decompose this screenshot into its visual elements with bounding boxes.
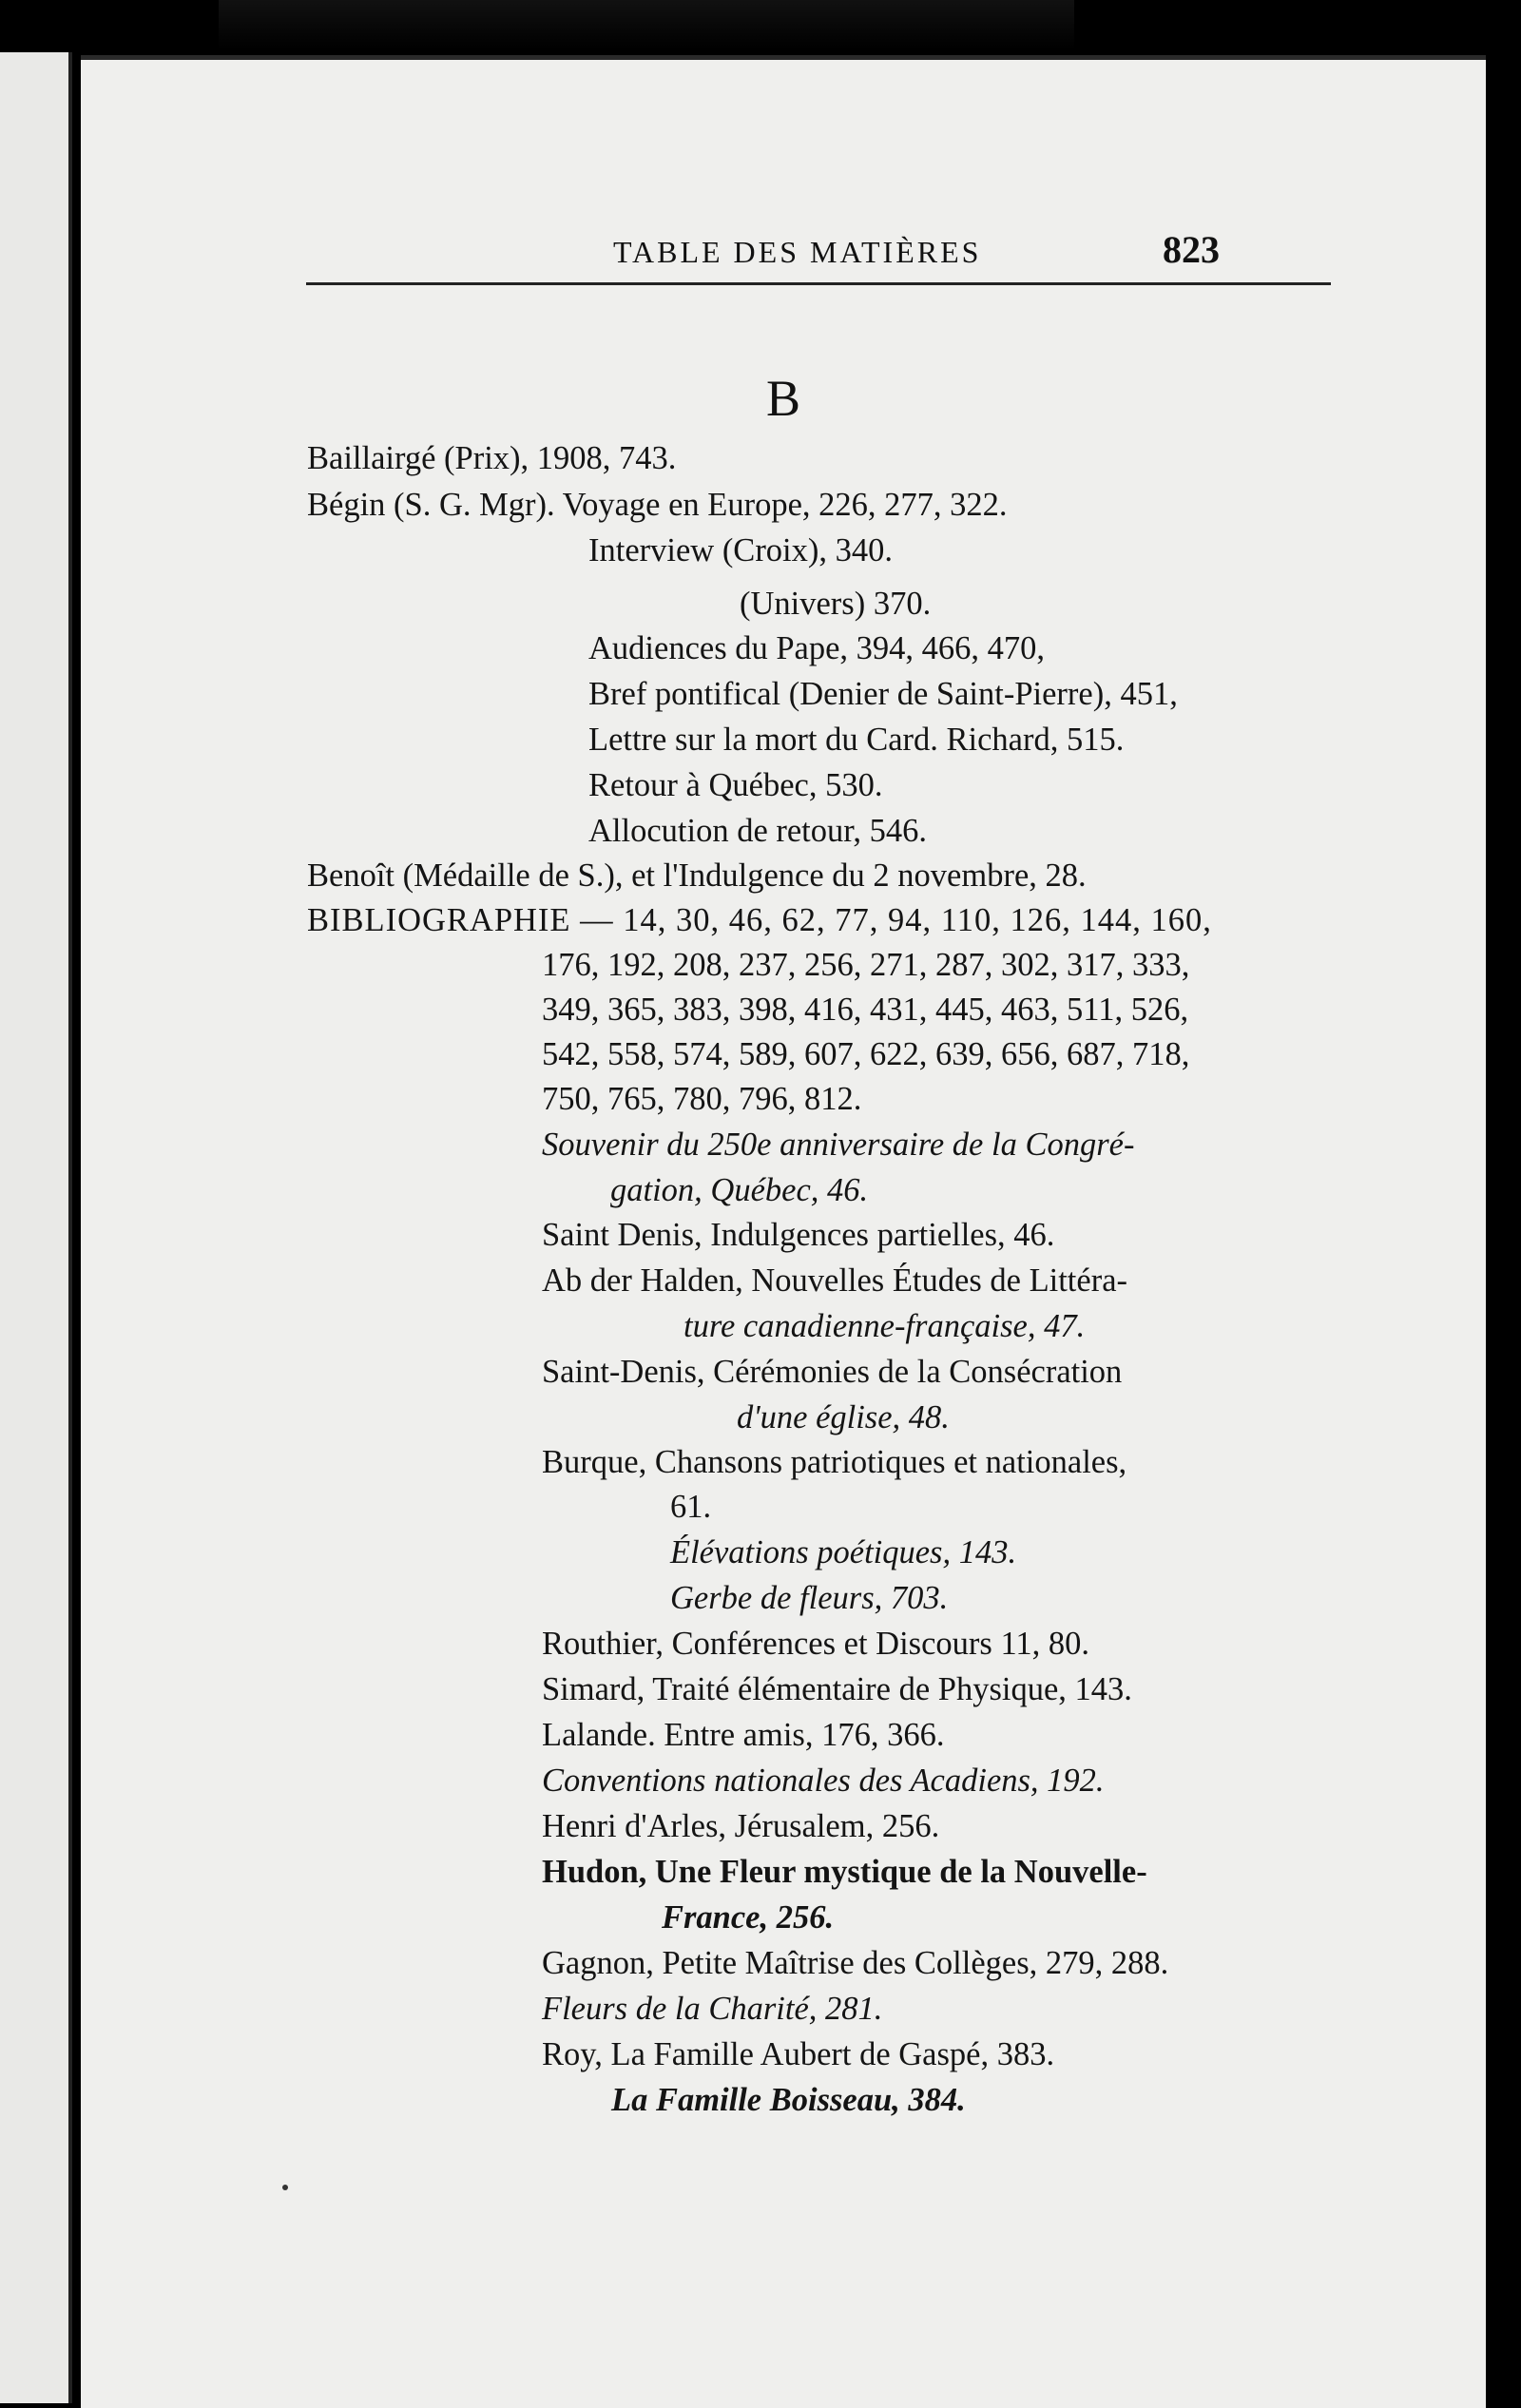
index-line: 176, 192, 208, 237, 256, 271, 287, 302, 317, 333,	[542, 947, 1190, 983]
index-line: Fleurs de la Charité, 281.	[542, 1991, 883, 2027]
index-line: Lalande. Entre amis, 176, 366.	[542, 1717, 945, 1753]
index-line: 349, 365, 383, 398, 416, 431, 445, 463, 511, 526,	[542, 992, 1189, 1028]
index-line: Saint Denis, Indulgences partielles, 46.	[542, 1217, 1055, 1253]
index-line: gation, Québec, 46.	[610, 1172, 869, 1208]
index-line: Gagnon, Petite Maîtrise des Collèges, 279, 288.	[542, 1945, 1169, 1981]
section-letter: B	[765, 370, 801, 427]
page-header	[81, 227, 1486, 284]
index-line: Retour à Québec, 530.	[588, 767, 883, 803]
index-line: 542, 558, 574, 589, 607, 622, 639, 656, 687, 718,	[542, 1036, 1190, 1072]
index-line: Saint-Denis, Cérémonies de la Consécration	[542, 1354, 1123, 1390]
page-number: 823	[1163, 228, 1220, 271]
index-line: Conventions nationales des Acadiens, 192.	[542, 1763, 1105, 1799]
index-line: Roy, La Famille Aubert de Gaspé, 383.	[542, 2036, 1055, 2072]
scan-border	[219, 0, 1074, 49]
index-line: Gerbe de fleurs, 703.	[670, 1580, 949, 1616]
ink-speck	[282, 2185, 288, 2190]
running-title: TABLE DES MATIÈRES	[613, 235, 982, 269]
index-line: ture canadienne-française, 47.	[683, 1308, 1086, 1344]
index-line: France, 256.	[662, 1899, 835, 1936]
index-line: 61.	[670, 1489, 712, 1525]
index-line: Hudon, Une Fleur mystique de la Nouvelle-	[542, 1854, 1147, 1890]
index-line: Burque, Chansons patriotiques et nationales,	[542, 1444, 1127, 1480]
index-line: Bégin (S. G. Mgr). Voyage en Europe, 226, 277, 322.	[307, 487, 1008, 523]
index-line: Élévations poétiques, 143.	[670, 1534, 1017, 1570]
index-line: Henri d'Arles, Jérusalem, 256.	[542, 1808, 940, 1844]
index-line: Benoît (Médaille de S.), et l'Indulgence du 2 novembre, 28.	[307, 857, 1087, 894]
index-line: (Univers) 370.	[740, 586, 932, 622]
index-line: Ab der Halden, Nouvelles Études de Littéra-	[542, 1262, 1127, 1299]
book-page	[81, 55, 1486, 2408]
header-rule	[306, 282, 1331, 285]
index-line: Baillairgé (Prix), 1908, 743.	[307, 440, 677, 476]
index-line: Lettre sur la mort du Card. Richard, 515.	[588, 722, 1125, 758]
index-line: Interview (Croix), 340.	[588, 532, 894, 568]
index-line: Souvenir du 250e anniversaire de la Congré-	[542, 1127, 1135, 1163]
index-line: Routhier, Conférences et Discours 11, 80.	[542, 1626, 1090, 1662]
previous-page-edge	[0, 52, 72, 2403]
index-line: Simard, Traité élémentaire de Physique, 143.	[542, 1671, 1132, 1707]
index-line: Allocution de retour, 546.	[588, 813, 928, 849]
index-line: Audiences du Pape, 394, 466, 470,	[588, 630, 1046, 666]
index-line: Bref pontifical (Denier de Saint-Pierre), 451,	[588, 676, 1178, 712]
index-line: La Famille Boisseau, 384.	[611, 2082, 966, 2118]
index-line: d'une église, 48.	[737, 1399, 950, 1435]
index-line: 750, 765, 780, 796, 812.	[542, 1081, 862, 1117]
index-line: BIBLIOGRAPHIE — 14, 30, 46, 62, 77, 94, 110, 126, 144, 160,	[307, 902, 1212, 938]
